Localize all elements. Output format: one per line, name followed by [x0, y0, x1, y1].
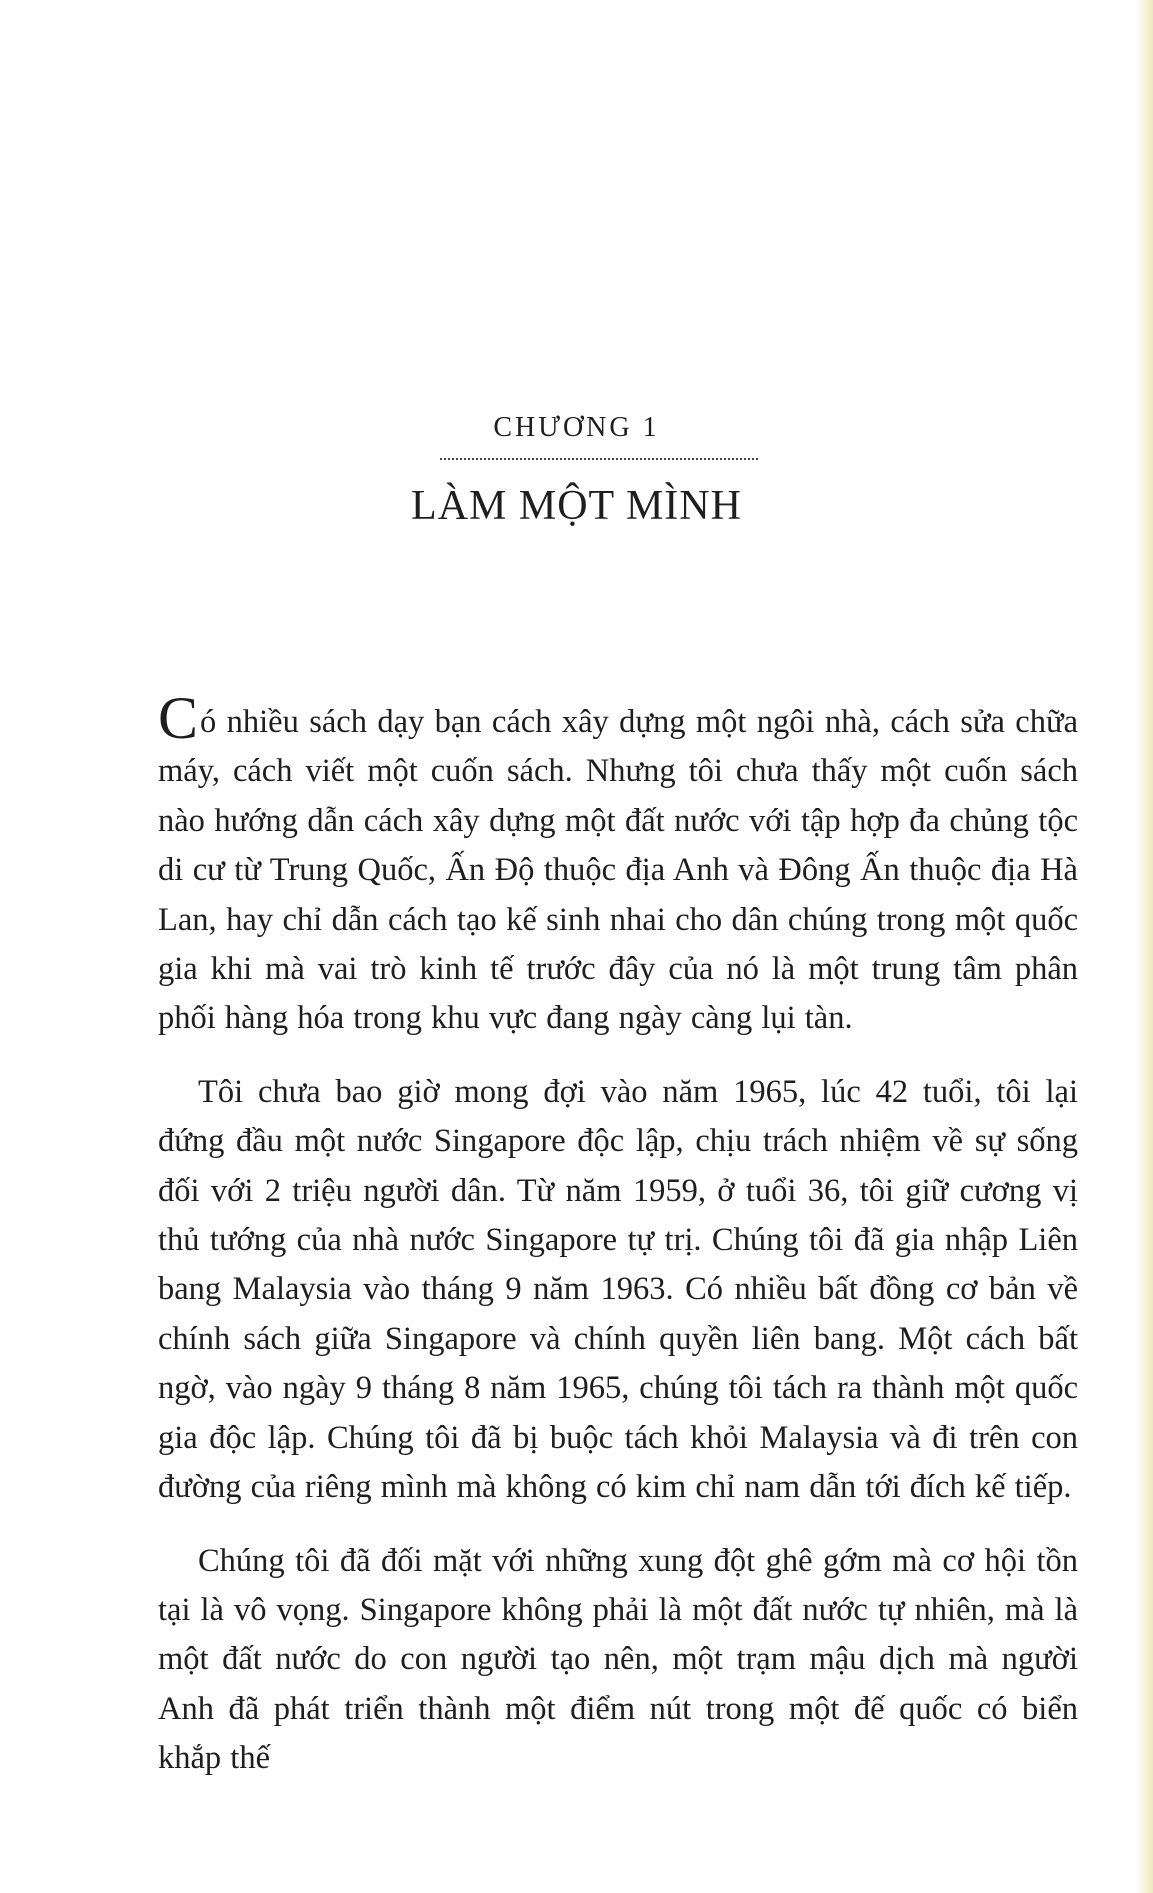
- paragraph-2: Tôi chưa bao giờ mong đợi vào năm 1965, lúc 42 tuổi, tôi lại đứng đầu một nước Singapore độc lập, chịu trách nhiệm về sự sống đối với 2 triệu người dân. Từ năm 1959, ở tuổi 36, tôi giữ cương vị thủ tướng của nhà nước Singapore tự trị. Chúng tôi đã gia nhập Liên bang Malaysia vào tháng 9 năm 1963. Có nhiều bất đồng cơ bản về chính sách giữa Singapore và chính quyền liên bang. Một cách bất ngờ, vào ngày 9 tháng 8 năm 1965, chúng tôi tách ra thành một quốc gia độc lập. Chúng tôi đã bị buộc tách khỏi Malaysia và đi trên con đường của riêng mình mà không có kim chỉ nam dẫn tới đích kế tiếp.: [158, 1073, 1078, 1506]
- page-edge: [1139, 0, 1153, 1893]
- paragraph-1-text: ó nhiều sách dạy bạn cách xây dựng một ngôi nhà, cách sửa chữa máy, cách viết một cuốn sách. Nhưng tôi chưa thấy một cuốn sách nào hướng dẫn cách xây dựng một đất nước với tập hợp đa chủng tộc di cư từ Trung Quốc, Ấn Độ thuộc địa Anh và Đông Ấn thuộc địa Hà Lan, hay chỉ dẫn cách tạo kế sinh nhai cho dân chúng trong một quốc gia khi mà vai trò kinh tế trước đây của nó là một trung tâm phân phối hàng hóa trong khu vực đang ngày càng lụi tàn.: [158, 704, 1078, 1037]
- chapter-title: LÀM MỘT MÌNH: [411, 483, 742, 529]
- drop-cap: C: [158, 685, 199, 751]
- chapter-divider: [440, 458, 758, 460]
- paragraph-3: Chúng tôi đã đối mặt với những xung đột ghê gớm mà cơ hội tồn tại là vô vọng. Singapore không phải là một đất nước tự nhiên, mà là một đất nước do con người tạo nên, một trạm mậu dịch mà người Anh đã phát triển thành một điểm nút trong một đế quốc có biển khắp thế: [158, 1542, 1078, 1777]
- chapter-label: CHƯƠNG 1: [493, 412, 660, 443]
- paragraph-1: [158, 685, 1078, 1044]
- chapter-body: [158, 685, 1078, 1808]
